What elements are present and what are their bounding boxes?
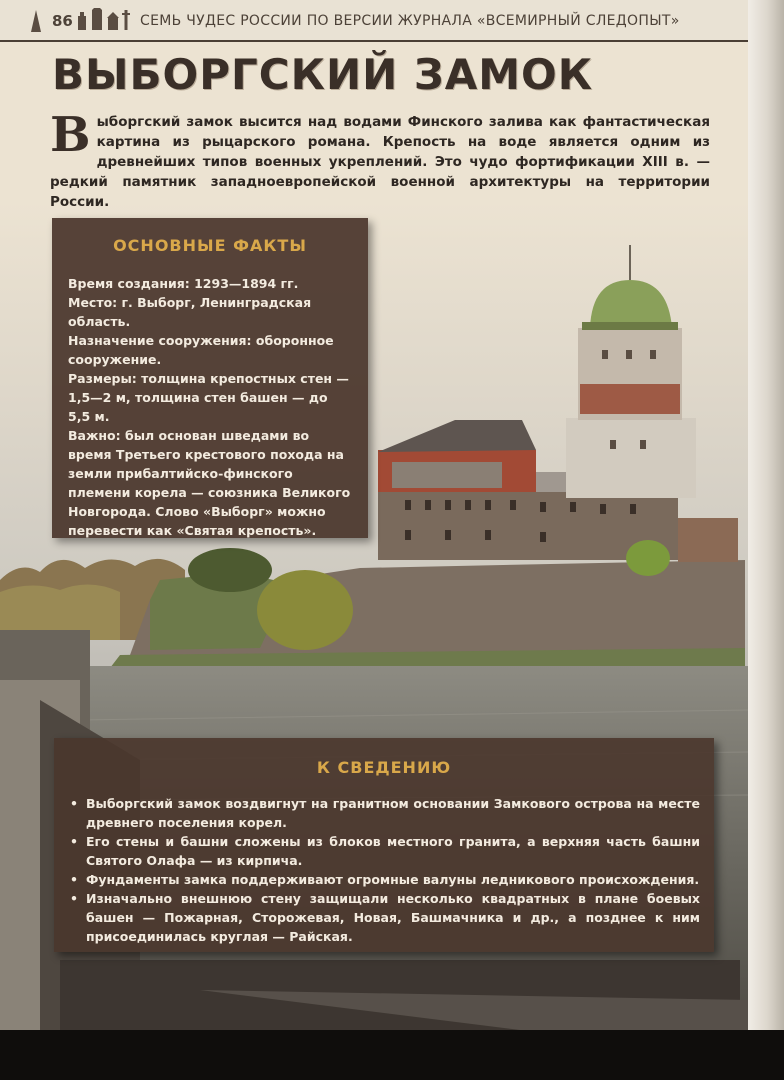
info-list [68, 794, 700, 946]
page-header [0, 0, 748, 42]
info-item: • Фундаменты замка поддерживают огромные валуны ледникового происхождения. [68, 870, 700, 889]
info-title: К СВЕДЕНИЮ [316, 758, 452, 777]
next-page-edge [748, 0, 784, 1030]
intro-text: ыборгский замок высится над водами Финского залива как фантастическая картина из рыцарского романа. Крепость на воде является одним из древнейших типов военных укреплений. Это чудо фортификации XIII в. — редкий памятник западноевропейской военной архитектуры на территории России. [50, 114, 710, 210]
tower-ornament-icon [30, 10, 42, 32]
fact-item: Место: г. Выборг, Ленинградская область. [68, 295, 312, 329]
fact-item: Время создания: 1293—1894 гг. [68, 276, 299, 291]
info-item: • Изначально внешнюю стену защищали несколько квадратных в плане боевых башен — Пожарная, Сторожевая, Новая, Башмачника и др., а позднее к ним присоединилась круглая — Райская. [68, 889, 700, 946]
seven-wonders-icons [76, 8, 134, 32]
scan-background [0, 1030, 784, 1080]
info-item: • Его стены и башни сложены из блоков местного гранита, а верхняя часть башни Святого Олафа — из кирпича. [68, 832, 700, 870]
key-facts-title: ОСНОВНЫЕ ФАКТЫ [113, 236, 307, 255]
page-number: 86 [52, 12, 73, 30]
key-facts-box [52, 218, 368, 538]
fact-item: Размеры: толщина крепостных стен — 1,5—2 м, толщина стен башен — до 5,5 м. [68, 371, 349, 424]
drop-cap: В [50, 107, 91, 163]
page-title: ВЫБОРГСКИЙ ЗАМОК [52, 50, 594, 99]
intro-paragraph [50, 107, 710, 212]
fact-item: Важно: был основан шведами во время Третьего крестового похода на земли прибалтийско-финского племени корела — союзника Великого Новгорода. Слово «Выборг» можно перевести как «Святая крепость». [68, 428, 351, 538]
running-head: СЕМЬ ЧУДЕС РОССИИ ПО ВЕРСИИ ЖУРНАЛА «ВСЕМИРНЫЙ СЛЕДОПЫТ» [140, 13, 680, 29]
info-item: • Выборгский замок воздвигнут на гранитном основании Замкового острова на месте древнего поселения корел. [68, 794, 700, 832]
key-facts-list [68, 274, 352, 540]
fact-item: Назначение сооружения: оборонное сооружение. [68, 333, 334, 367]
info-box [54, 738, 714, 952]
